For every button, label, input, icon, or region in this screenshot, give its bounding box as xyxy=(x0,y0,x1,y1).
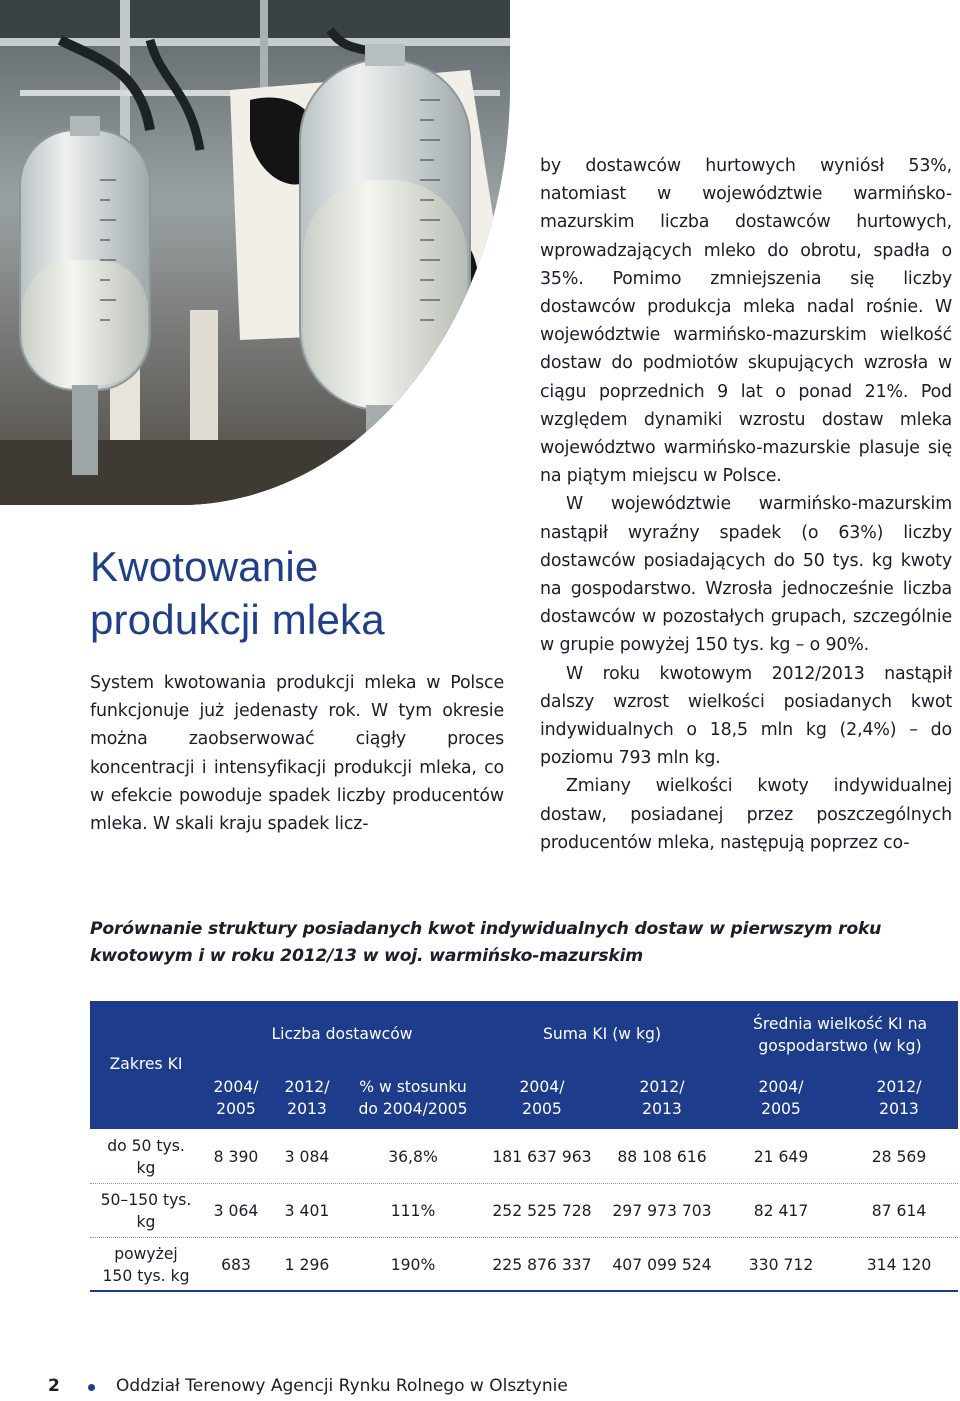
table-cell: 3 064 xyxy=(213,1202,259,1220)
header-group-srednia-line1: Średnia wielkość KI na xyxy=(752,1015,928,1033)
header-sub-line2: 2005 xyxy=(216,1100,256,1118)
table-cell: 21 649 xyxy=(753,1148,809,1166)
table-cell: 87 614 xyxy=(871,1202,927,1220)
table-cell: 181 637 963 xyxy=(492,1148,592,1166)
right-column-text xyxy=(540,152,952,857)
paragraph-2: W województwie warmińsko-mazurskim nastąpił wyraźny spadek (o 63%) liczby dostawców posiadających do 50 tys. kg kwoty na gospodarstwo. Wzrosła jednocześnie liczba dostawców w pozostałych grupach, szczególnie w grupie powyżej 150 tys. kg – o 90%. xyxy=(540,494,952,656)
paragraph-3: W roku kwotowym 2012/2013 nastąpił dalszy wzrost wielkości posiadanych kwot indywidualnych o 18,5 mln kg (2,4%) – do poziomu 793 mln kg. xyxy=(540,663,952,769)
table-cell: 88 108 616 xyxy=(617,1148,707,1166)
header-sub-line1: 2012/ xyxy=(284,1078,330,1096)
header-suma-2004 xyxy=(482,1076,602,1120)
table-cell: 297 973 703 xyxy=(612,1202,712,1220)
header-sub-line2: 2013 xyxy=(879,1100,919,1118)
row-range-line2: 150 tys. kg xyxy=(102,1267,190,1285)
row-divider xyxy=(90,1237,958,1238)
header-group-suma: Suma KI (w kg) xyxy=(542,1025,662,1043)
table-cell: 225 876 337 xyxy=(492,1256,592,1274)
table-cell: 190% xyxy=(390,1256,436,1274)
table-cell: 8 390 xyxy=(213,1148,259,1166)
milking-parlor-photo xyxy=(0,0,510,505)
table-cell: 407 099 524 xyxy=(612,1256,712,1274)
header-sub-line1: 2012/ xyxy=(876,1078,922,1096)
header-sub-line2: do 2004/2005 xyxy=(358,1100,468,1118)
header-sub-line2: 2005 xyxy=(522,1100,562,1118)
table-cell: 82 417 xyxy=(753,1202,809,1220)
table-cell: 330 712 xyxy=(748,1256,814,1274)
heading-line-2: produkcji mleka xyxy=(90,596,385,643)
header-group-srednia xyxy=(722,1013,958,1057)
table-cell: 1 296 xyxy=(284,1256,330,1274)
page-number: 2 xyxy=(48,1376,60,1396)
table-bottom-border xyxy=(90,1290,958,1292)
table-cell: 28 569 xyxy=(871,1148,927,1166)
milking-parlor-illustration xyxy=(0,0,510,505)
table-caption: Porównanie struktury posiadanych kwot indywidualnych dostaw w pierwszym roku kwotowym i w roku 2012/13 w woj. warmińsko-mazurskim xyxy=(90,919,882,966)
table-cell: 252 525 728 xyxy=(492,1202,592,1220)
header-sub-line1: 2012/ xyxy=(639,1078,685,1096)
header-sub-line1: 2004/ xyxy=(519,1078,565,1096)
intro-paragraph: System kwotowania produkcji mleka w Polsce funkcjonuje już jedenasty rok. W tym okresie można zaobserwować ciągły proces koncentracji i intensyfikacji produkcji mleka, co w efekcie powoduje spadek liczby producentów mleka. W skali kraju spadek licz- xyxy=(90,673,504,835)
row-range-line1: powyżej xyxy=(114,1245,178,1263)
row-range xyxy=(90,1135,202,1179)
paragraph-1: by dostawców hurtowych wyniósł 53%, natomiast w województwie warmińsko-mazurskim liczba dostawców hurtowych, wprowadzających mleko do obrotu, spadła o 35%. Pomimo zmniejszenia się liczby dostawców produkcja mleka nadal rośnie. W województwie warmińsko-mazurskim wielkość dostaw do podmiotów skupujących wzrosła w ciągu poprzednich 9 lat o ponad 21%. Pod względem dynamiki wzrostu dostaw mleka województwo warmińsko-mazurskie plasuje się na piątym miejscu w Polsce. xyxy=(540,156,952,487)
header-sub-line2: 2005 xyxy=(761,1100,801,1118)
header-group-liczba: Liczba dostawców xyxy=(271,1025,413,1043)
footer-organization: Oddział Terenowy Agencji Rynku Rolnego w Olsztynie xyxy=(116,1376,568,1396)
row-range-line2: kg xyxy=(136,1159,156,1177)
header-group-srednia-line2: gospodarstwo (w kg) xyxy=(758,1037,922,1055)
row-range-line1: do 50 tys. xyxy=(107,1137,185,1155)
table-cell: 111% xyxy=(390,1202,436,1220)
header-sub-line1: 2004/ xyxy=(213,1078,259,1096)
table-cell: 3 084 xyxy=(284,1148,330,1166)
header-sub-line2: 2013 xyxy=(642,1100,682,1118)
row-divider xyxy=(90,1183,958,1184)
heading-line-1: Kwotowanie xyxy=(90,543,319,590)
table-header xyxy=(90,1001,958,1129)
table-cell: 683 xyxy=(221,1256,251,1274)
section-heading xyxy=(90,540,510,646)
paragraph-4: Zmiany wielkości kwoty indywidualnej dostaw, posiadanej przez poszczególnych producentów mleka, następują poprzez co- xyxy=(540,776,952,853)
row-range xyxy=(90,1189,202,1233)
header-suma-2012 xyxy=(602,1076,722,1120)
header-zakres: Zakres KI xyxy=(109,1055,183,1073)
header-liczba-2012 xyxy=(270,1076,344,1120)
quota-table xyxy=(90,1001,958,1291)
header-liczba-2004 xyxy=(202,1076,270,1120)
header-liczba-percent xyxy=(344,1076,482,1120)
header-srednia-2004 xyxy=(722,1076,840,1120)
table-body xyxy=(90,1129,958,1291)
bullet-dot-icon xyxy=(88,1384,95,1391)
header-sub-line1: 2004/ xyxy=(758,1078,804,1096)
header-sub-line2: 2013 xyxy=(287,1100,327,1118)
row-range-line2: kg xyxy=(136,1213,156,1231)
table-cell: 3 401 xyxy=(284,1202,330,1220)
table-cell: 36,8% xyxy=(388,1148,438,1166)
row-range xyxy=(90,1243,202,1287)
header-srednia-2012 xyxy=(840,1076,958,1120)
page-footer xyxy=(48,1376,748,1400)
header-sub-line1: % w stosunku xyxy=(359,1078,467,1096)
table-cell: 314 120 xyxy=(866,1256,932,1274)
row-range-line1: 50–150 tys. xyxy=(100,1191,192,1209)
